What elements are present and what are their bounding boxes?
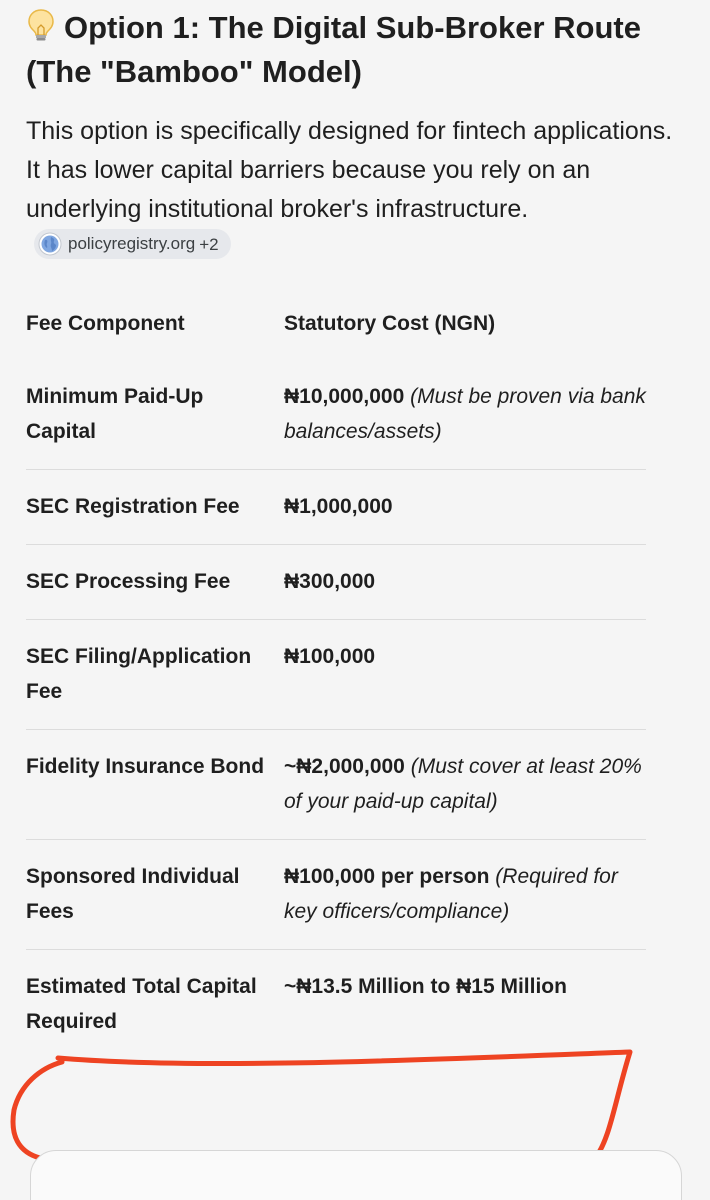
fee-component: Sponsored Individual Fees — [26, 865, 240, 923]
header-fee-component: Fee Component — [26, 312, 185, 335]
table-row — [26, 730, 646, 840]
fee-note: (Must cover at least 20% of your paid-up capital) — [284, 755, 642, 813]
globe-icon — [38, 232, 62, 256]
intro-text: This option is specifically designed for fintech applications. It has lower capital barriers because you rely on an underlying institutional broker's infrastructure. — [26, 117, 673, 223]
fee-cost — [284, 950, 646, 1060]
fee-component: Estimated Total Capital Required — [26, 975, 257, 1033]
section-heading — [26, 6, 696, 94]
fee-amount: ₦300,000 — [284, 570, 376, 593]
fee-table — [26, 290, 646, 1059]
table-row — [26, 470, 646, 545]
fee-component: Fidelity Insurance Bond — [26, 755, 265, 778]
fee-amount: ~₦13.5 Million to ₦15 Million — [284, 975, 567, 998]
fee-cost — [284, 620, 646, 730]
fee-note: (Must be proven via bank balances/assets) — [284, 385, 646, 443]
fee-amount: ₦100,000 — [284, 645, 376, 668]
intro-paragraph — [26, 112, 676, 271]
fee-cost — [284, 545, 646, 620]
fee-amount: ₦10,000,000 — [284, 385, 405, 408]
table-row — [26, 360, 646, 470]
header-statutory-cost: Statutory Cost (NGN) — [284, 312, 496, 335]
fee-cost — [284, 360, 646, 470]
follow-up-card — [30, 1150, 682, 1200]
source-chip[interactable] — [34, 229, 231, 259]
heading-text: Option 1: The Digital Sub-Broker Route (The "Bamboo" Model) — [26, 10, 641, 89]
fee-amount: ~₦2,000,000 — [284, 755, 405, 778]
fee-amount: ₦100,000 per person — [284, 865, 490, 888]
fee-cost — [284, 470, 646, 545]
source-chip-label: policyregistry.org — [68, 234, 196, 253]
fee-cost — [284, 730, 646, 840]
fee-cost — [284, 840, 646, 950]
fee-component: Minimum Paid-Up Capital — [26, 385, 204, 443]
table-row-total — [26, 950, 646, 1060]
fee-component: SEC Registration Fee — [26, 495, 240, 518]
fee-note: (Required for key officers/compliance) — [284, 865, 618, 923]
lightbulb-icon — [26, 8, 56, 42]
fee-component: SEC Processing Fee — [26, 570, 231, 593]
table-row — [26, 545, 646, 620]
fee-component: SEC Filing/Application Fee — [26, 645, 252, 703]
source-chip-count: +2 — [199, 234, 219, 254]
table-header-row — [26, 290, 646, 360]
fee-amount: ₦1,000,000 — [284, 495, 393, 518]
table-row — [26, 840, 646, 950]
table-row — [26, 620, 646, 730]
